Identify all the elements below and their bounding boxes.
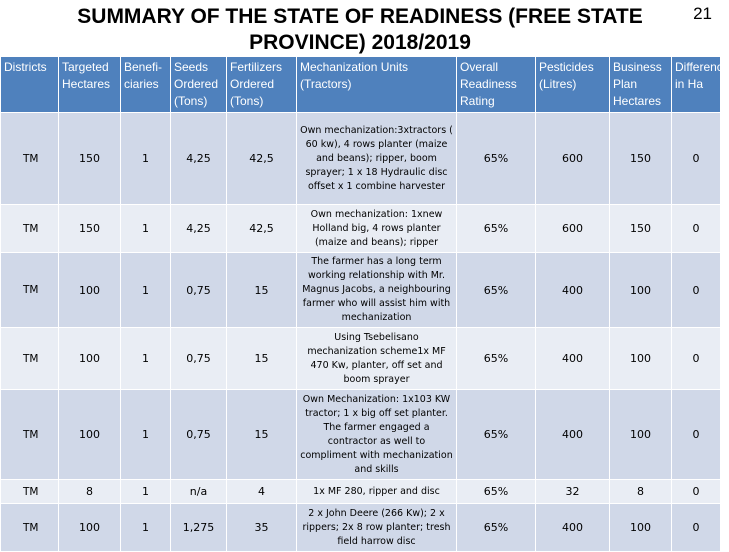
difference-cell: 0 (672, 253, 721, 328)
seeds-cell: 0,75 (171, 328, 227, 390)
rating-cell: 65% (457, 390, 536, 480)
seeds-cell: 4,25 (171, 113, 227, 205)
beneficiaries-cell: 1 (121, 504, 171, 552)
beneficiaries-cell: 1 (121, 205, 171, 253)
fertilizers-cell: 4 (227, 480, 297, 504)
column-header: Business Plan Hectares (610, 57, 672, 113)
difference-cell: 0 (672, 205, 721, 253)
fertilizers-cell: 42,5 (227, 113, 297, 205)
difference-cell: 0 (672, 504, 721, 552)
hectares-cell: 100 (59, 390, 121, 480)
table-row (1, 205, 721, 253)
rating-cell: 65% (457, 205, 536, 253)
mechanization-cell: Own mechanization: 1xnew Holland big, 4 rows planter (maize and beans); ripper (297, 205, 457, 253)
fertilizers-cell: 15 (227, 253, 297, 328)
fertilizers-cell: 15 (227, 390, 297, 480)
mechanization-cell: 1x MF 280, ripper and disc (297, 480, 457, 504)
pesticides-cell: 400 (536, 504, 610, 552)
column-header: Districts (1, 57, 59, 113)
pesticides-cell: 400 (536, 390, 610, 480)
difference-cell: 0 (672, 390, 721, 480)
seeds-cell: 0,75 (171, 253, 227, 328)
hectares-cell: 100 (59, 504, 121, 552)
business-plan-hectares-cell: 150 (610, 113, 672, 205)
difference-cell: 0 (672, 480, 721, 504)
title-line-1: SUMMARY OF THE STATE OF READINESS (FREE STATE (77, 5, 643, 28)
column-header: Pesticides (Litres) (536, 57, 610, 113)
district-cell: TM (1, 480, 59, 504)
mechanization-cell: 2 x John Deere (266 Kw); 2 x rippers; 2x 8 row planter; tresh field harrow disc (297, 504, 457, 552)
column-header: Fertilizers Ordered (Tons) (227, 57, 297, 113)
table-row (1, 113, 721, 205)
hectares-cell: 8 (59, 480, 121, 504)
beneficiaries-cell: 1 (121, 253, 171, 328)
beneficiaries-cell: 1 (121, 390, 171, 480)
hectares-cell: 150 (59, 205, 121, 253)
table-header-row (1, 57, 721, 113)
seeds-cell: 1,275 (171, 504, 227, 552)
rating-cell: 65% (457, 253, 536, 328)
fertilizers-cell: 15 (227, 328, 297, 390)
district-cell: TM (1, 253, 59, 328)
rating-cell: 65% (457, 113, 536, 205)
district-cell: TM (1, 205, 59, 253)
beneficiaries-cell: 1 (121, 113, 171, 205)
business-plan-hectares-cell: 100 (610, 390, 672, 480)
readiness-table (0, 56, 729, 552)
district-cell: TM (1, 113, 59, 205)
pesticides-cell: 600 (536, 205, 610, 253)
title-line-2: PROVINCE) 2018/2019 (249, 31, 471, 54)
beneficiaries-cell: 1 (121, 480, 171, 504)
column-header: Seeds Ordered (Tons) (171, 57, 227, 113)
table-row (1, 480, 721, 504)
business-plan-hectares-cell: 100 (610, 328, 672, 390)
seeds-cell: n/a (171, 480, 227, 504)
pesticides-cell: 400 (536, 328, 610, 390)
table-row (1, 328, 721, 390)
hectares-cell: 100 (59, 328, 121, 390)
column-header: Difference in Ha (672, 57, 721, 113)
page-number: 21 (693, 4, 712, 23)
business-plan-hectares-cell: 100 (610, 253, 672, 328)
pesticides-cell: 32 (536, 480, 610, 504)
rating-cell: 65% (457, 480, 536, 504)
column-header: Mechanization Units (Tractors) (297, 57, 457, 113)
district-cell: TM (1, 390, 59, 480)
hectares-cell: 150 (59, 113, 121, 205)
fertilizers-cell: 35 (227, 504, 297, 552)
fertilizers-cell: 42,5 (227, 205, 297, 253)
hectares-cell: 100 (59, 253, 121, 328)
column-header: Overall Readiness Rating (457, 57, 536, 113)
district-cell: TM (1, 328, 59, 390)
seeds-cell: 4,25 (171, 205, 227, 253)
mechanization-cell: The farmer has a long term working relationship with Mr. Magnus Jacobs, a neighbouring farmer who will assist him with mechanization (297, 253, 457, 328)
beneficiaries-cell: 1 (121, 328, 171, 390)
pesticides-cell: 400 (536, 253, 610, 328)
rating-cell: 65% (457, 504, 536, 552)
column-header: Targeted Hectares (59, 57, 121, 113)
difference-cell: 0 (672, 328, 721, 390)
mechanization-cell: Own Mechanization: 1x103 KW tractor; 1 x big off set planter. The farmer engaged a contractor as well to compliment with mechanization and skills (297, 390, 457, 480)
business-plan-hectares-cell: 8 (610, 480, 672, 504)
table-row (1, 390, 721, 480)
mechanization-cell: Own mechanization:3xtractors ( 60 kw), 4 rows planter (maize and beans); ripper, boom sprayer; 1 x 18 Hydraulic disc offset x 1 combine harvester (297, 113, 457, 205)
mechanization-cell: Using Tsebelisano mechanization scheme1x MF 470 Kw, planter, off set and boom sprayer (297, 328, 457, 390)
business-plan-hectares-cell: 150 (610, 205, 672, 253)
table-row (1, 253, 721, 328)
difference-cell: 0 (672, 113, 721, 205)
district-cell: TM (1, 504, 59, 552)
pesticides-cell: 600 (536, 113, 610, 205)
seeds-cell: 0,75 (171, 390, 227, 480)
column-header: Benefi-ciaries (121, 57, 171, 113)
rating-cell: 65% (457, 328, 536, 390)
page-title (0, 4, 720, 56)
business-plan-hectares-cell: 100 (610, 504, 672, 552)
table-row (1, 504, 721, 552)
